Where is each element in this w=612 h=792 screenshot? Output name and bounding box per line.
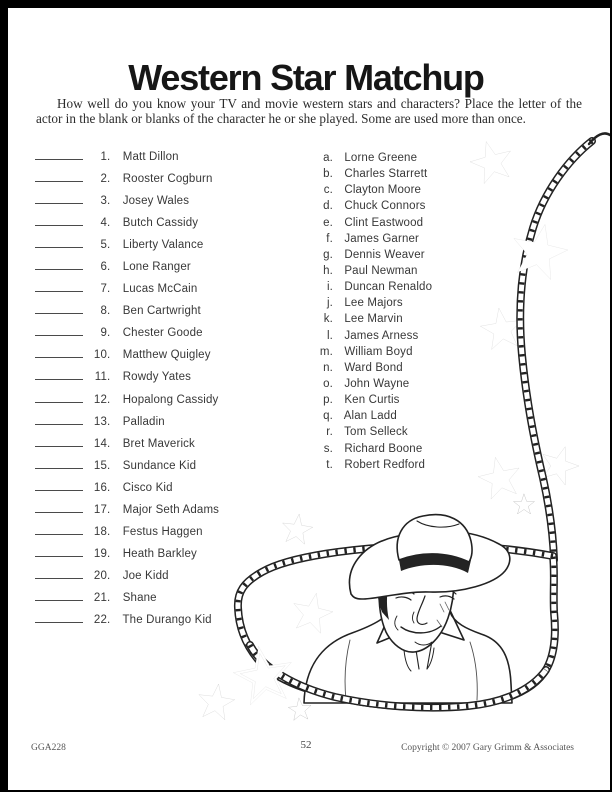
- character-name: The Durango Kid: [122, 613, 212, 626]
- character-row: [35, 587, 219, 609]
- answer-blank[interactable]: [35, 545, 83, 557]
- footer-product-code: GGA228: [31, 743, 66, 753]
- star-icon: [475, 305, 583, 514]
- character-name: Chester Goode: [122, 327, 203, 340]
- character-row: [35, 477, 219, 499]
- character-row: [35, 499, 219, 521]
- answer-blank[interactable]: [35, 258, 83, 270]
- answer-blank[interactable]: [35, 523, 83, 535]
- answer-blank[interactable]: [35, 280, 83, 292]
- character-row: [35, 256, 219, 278]
- actor-row: [315, 279, 432, 295]
- page-edge: [0, 0, 8, 792]
- character-row: [35, 389, 219, 411]
- character-number: 13.: [93, 415, 111, 428]
- character-number: 6.: [100, 261, 111, 274]
- character-row: [35, 455, 219, 477]
- actor-letter: n.: [323, 361, 333, 374]
- actor-name: Richard Boone: [344, 442, 423, 455]
- actor-name: Chuck Connors: [344, 200, 426, 213]
- character-name: Josey Wales: [122, 195, 190, 208]
- actor-letter: f.: [326, 232, 333, 245]
- character-row: [35, 278, 219, 300]
- character-name: Bret Maverick: [122, 437, 195, 450]
- answer-blank[interactable]: [35, 148, 83, 160]
- character-list: [35, 146, 219, 631]
- character-number: 22.: [93, 613, 111, 626]
- character-number: 20.: [93, 569, 111, 582]
- actor-row: [315, 150, 432, 166]
- actor-letter: d.: [323, 200, 333, 213]
- actor-row: [315, 408, 432, 424]
- actor-row: [315, 457, 432, 473]
- character-number: 16.: [93, 481, 111, 494]
- actor-name: Alan Ladd: [343, 410, 397, 423]
- character-name: Palladin: [122, 415, 165, 428]
- actor-row: [315, 344, 432, 360]
- answer-blank[interactable]: [35, 236, 83, 248]
- character-number: 19.: [93, 547, 111, 560]
- character-row: [35, 212, 219, 234]
- actor-row: [315, 295, 432, 311]
- answer-blank[interactable]: [35, 302, 83, 314]
- answer-blank[interactable]: [35, 479, 83, 491]
- answer-blank[interactable]: [35, 457, 83, 469]
- actor-letter: j.: [326, 297, 333, 310]
- actor-name: Lorne Greene: [344, 152, 418, 164]
- character-number: 10.: [93, 349, 111, 362]
- character-name: Shane: [122, 591, 157, 604]
- actor-letter: o.: [323, 377, 333, 390]
- character-name: Matt Dillon: [122, 151, 179, 163]
- actor-row: [315, 182, 432, 198]
- character-number: 4.: [100, 217, 111, 230]
- actor-row: [315, 198, 432, 214]
- character-row: [35, 366, 219, 388]
- answer-blank[interactable]: [35, 214, 83, 226]
- character-name: Festus Haggen: [122, 525, 203, 538]
- answer-blank[interactable]: [35, 501, 83, 513]
- character-row: [35, 543, 219, 565]
- character-name: Heath Barkley: [122, 547, 197, 560]
- character-number: 2.: [100, 173, 111, 186]
- answer-blank[interactable]: [35, 589, 83, 601]
- actor-row: [315, 360, 432, 376]
- answer-blank[interactable]: [35, 611, 83, 623]
- answer-blank[interactable]: [35, 391, 83, 403]
- answer-blank[interactable]: [35, 346, 83, 358]
- character-number: 9.: [100, 327, 111, 340]
- actor-letter: m.: [319, 345, 333, 358]
- actor-letter: i.: [326, 281, 333, 294]
- actor-letter: t.: [326, 458, 333, 471]
- actor-name: William Boyd: [344, 345, 413, 358]
- character-number: 5.: [100, 239, 111, 252]
- character-name: Lucas McCain: [122, 283, 198, 296]
- character-name: Cisco Kid: [122, 481, 173, 494]
- actor-row: [315, 392, 432, 408]
- character-row: [35, 565, 219, 587]
- character-row: [35, 300, 219, 322]
- actor-row: [315, 231, 432, 247]
- actor-name: Robert Redford: [344, 458, 426, 471]
- actor-letter: r.: [326, 426, 333, 439]
- actor-list: [315, 150, 432, 473]
- answer-blank[interactable]: [35, 368, 83, 380]
- actor-letter: g.: [323, 248, 333, 261]
- character-name: Ben Cartwright: [122, 305, 201, 318]
- answer-blank[interactable]: [35, 192, 83, 204]
- character-name: Joe Kidd: [122, 569, 169, 582]
- page-edge: [0, 0, 612, 8]
- character-number: 18.: [93, 525, 111, 538]
- actor-row: [315, 247, 432, 263]
- character-row: [35, 234, 219, 256]
- character-name: Butch Cassidy: [122, 217, 199, 230]
- answer-blank[interactable]: [35, 170, 83, 182]
- actor-letter: h.: [323, 264, 333, 277]
- actor-name: Duncan Renaldo: [344, 281, 433, 294]
- actor-row: [315, 166, 432, 182]
- actor-row: [315, 424, 432, 440]
- footer-page-number: 52: [300, 739, 312, 751]
- character-number: 12.: [93, 393, 111, 406]
- actor-name: Charles Starrett: [344, 168, 428, 181]
- character-name: Rowdy Yates: [122, 371, 192, 384]
- answer-blank[interactable]: [35, 413, 83, 425]
- actor-row: [315, 311, 432, 327]
- actor-row: [315, 441, 432, 457]
- actor-name: James Arness: [344, 329, 419, 342]
- actor-name: Dennis Weaver: [344, 248, 425, 261]
- character-row: [35, 146, 219, 168]
- actor-letter: q.: [323, 410, 333, 423]
- character-number: 7.: [100, 283, 111, 296]
- character-number: 3.: [100, 195, 111, 208]
- footer-copyright: Copyright © 2007 Gary Grimm & Associates: [401, 743, 574, 753]
- cowboy: [304, 515, 512, 703]
- answer-blank[interactable]: [35, 567, 83, 579]
- character-name: Sundance Kid: [122, 459, 197, 472]
- actor-name: Tom Selleck: [344, 426, 408, 439]
- character-row: [35, 433, 219, 455]
- actor-letter: p.: [323, 394, 333, 407]
- rope: [520, 133, 610, 560]
- actor-letter: e.: [323, 216, 333, 229]
- actor-name: Lee Marvin: [344, 313, 403, 326]
- character-number: 15.: [93, 459, 111, 472]
- character-number: 17.: [93, 503, 111, 516]
- answer-blank[interactable]: [35, 435, 83, 447]
- character-name: Hopalong Cassidy: [122, 393, 219, 406]
- actor-letter: k.: [323, 313, 333, 326]
- answer-blank[interactable]: [35, 324, 83, 336]
- actor-row: [315, 215, 432, 231]
- actor-name: Ward Bond: [344, 361, 403, 374]
- character-name: Major Seth Adams: [122, 503, 220, 516]
- character-row: [35, 190, 219, 212]
- character-number: 1.: [100, 151, 111, 163]
- lasso-loop: [238, 545, 555, 707]
- actor-letter: b.: [323, 168, 333, 181]
- page-title: Western Star Matchup: [128, 57, 484, 99]
- character-name: Liberty Valance: [122, 239, 204, 252]
- actor-name: James Garner: [344, 232, 420, 245]
- actor-name: Lee Majors: [344, 297, 403, 310]
- character-name: Rooster Cogburn: [122, 173, 213, 186]
- actor-name: Ken Curtis: [344, 394, 400, 407]
- instructions-text: How well do you know your TV and movie western stars and characters? Place the letter of the actor in the blank or blanks of the character he or she played. Some are used more than once.: [36, 96, 582, 126]
- character-number: 14.: [93, 437, 111, 450]
- character-number: 8.: [100, 305, 111, 318]
- character-row: [35, 322, 219, 344]
- character-row: [35, 521, 219, 543]
- actor-row: [315, 328, 432, 344]
- character-row: [35, 168, 219, 190]
- actor-row: [315, 263, 432, 279]
- actor-letter: l.: [326, 329, 333, 342]
- character-name: Lone Ranger: [122, 261, 191, 274]
- actor-name: Paul Newman: [344, 264, 418, 277]
- actor-row: [315, 376, 432, 392]
- character-number: 21.: [93, 591, 111, 604]
- actor-name: Clint Eastwood: [344, 216, 424, 229]
- character-name: Matthew Quigley: [122, 349, 211, 362]
- character-row: [35, 344, 219, 366]
- actor-letter: s.: [323, 442, 333, 455]
- character-row: [35, 411, 219, 433]
- actor-letter: c.: [323, 184, 333, 197]
- lasso-loop-front: [250, 645, 546, 708]
- character-row: [35, 609, 219, 631]
- character-number: 11.: [94, 371, 111, 384]
- actor-name: Clayton Moore: [344, 184, 422, 197]
- actor-letter: a.: [323, 152, 333, 164]
- actor-name: John Wayne: [344, 377, 410, 390]
